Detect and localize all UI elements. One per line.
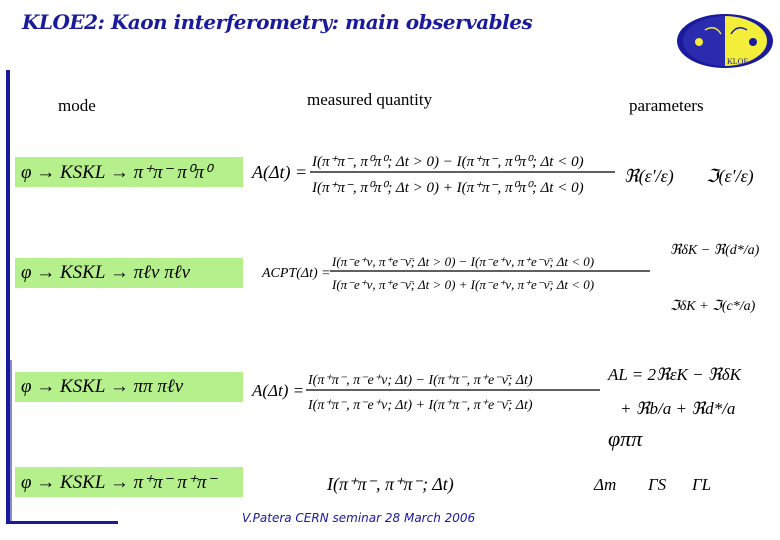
column-header-mode: mode	[58, 96, 96, 115]
param-gamma-s: ΓS	[648, 475, 667, 494]
measured-quantity-row-3	[250, 362, 605, 418]
param-im-deltak: ℑδK + ℑ(c*/a)	[670, 299, 756, 314]
logo-text: KLOE	[727, 57, 749, 66]
param-bd-term: + ℜb/a + ℜd*/a	[620, 399, 736, 418]
parameters-row-4	[592, 468, 778, 502]
param-im-epsprime: ℑ(ε′/ε)	[706, 166, 754, 186]
parameters-row-2	[668, 228, 776, 332]
column-header-parameters: parameters	[629, 96, 704, 115]
slide-footer: V.Patera CERN seminar 28 March 2006	[242, 511, 476, 525]
param-al: AL = 2ℜεK − ℜδK	[608, 365, 741, 384]
measured-quantity-row-4	[325, 464, 485, 500]
measured-quantity-row-1	[250, 142, 620, 204]
slide-title: KLOE2: Kaon interferometry: main observables	[22, 10, 533, 34]
asymmetry-label: ACPT(Δt) =	[262, 266, 331, 281]
param-delta-m: Δm	[594, 475, 617, 494]
left-accent-shadow	[10, 360, 12, 524]
param-re-epsprime: ℜ(ε′/ε)	[624, 166, 674, 186]
param-re-deltak: ℜδK − ℜ(d*/a)	[670, 243, 760, 258]
column-header-measured: measured quantity	[307, 90, 433, 109]
asymmetry-label: A(Δt) =	[252, 381, 305, 400]
numerator: I(π⁺π⁻, π⁻e⁺ν; Δt) − I(π⁺π⁻, π⁺e⁻ν̄; Δt)	[308, 373, 533, 388]
param-phi-pipi: φππ	[608, 426, 643, 451]
parameters-row-1	[622, 150, 777, 202]
mode-row-2: φ → KSKL → πℓν πℓν	[15, 258, 243, 288]
mode-row-3: φ → KSKL → ππ πℓν	[15, 372, 243, 402]
intensity-expression: I(π⁺π⁻, π⁺π⁻; Δt)	[327, 474, 454, 494]
denominator: I(π⁺π⁻, π⁻e⁺ν; Δt) + I(π⁺π⁻, π⁺e⁻ν̄; Δt)	[308, 398, 533, 413]
numerator: I(π⁻e⁺ν, π⁺e⁻ν̄; Δt > 0) − I(π⁻e⁺ν, π⁺e⁻ν̄; Δt < 0)	[332, 254, 595, 269]
denominator: I(π⁻e⁺ν, π⁺e⁻ν̄; Δt > 0) + I(π⁻e⁺ν, π⁺e⁻ν̄; Δt < 0)	[332, 277, 595, 292]
numerator: I(π⁺π⁻, π⁰π⁰; Δt > 0) − I(π⁺π⁻, π⁰π⁰; Δt < 0)	[312, 154, 584, 170]
mode-row-1: φ → KSKL → π⁺π⁻ π⁰π⁰	[15, 157, 243, 187]
asymmetry-label: A(Δt) =	[252, 162, 308, 182]
denominator: I(π⁺π⁻, π⁰π⁰; Δt > 0) + I(π⁺π⁻, π⁰π⁰; Δt < 0)	[312, 180, 584, 196]
parameters-row-3	[606, 360, 778, 452]
measured-quantity-row-2	[260, 244, 655, 300]
kloe-logo-icon	[675, 12, 775, 70]
bottom-accent-bar	[6, 521, 118, 524]
param-gamma-l: ΓL	[692, 475, 712, 494]
mode-row-4: φ → KSKL → π⁺π⁻ π⁺π⁻	[15, 467, 243, 497]
